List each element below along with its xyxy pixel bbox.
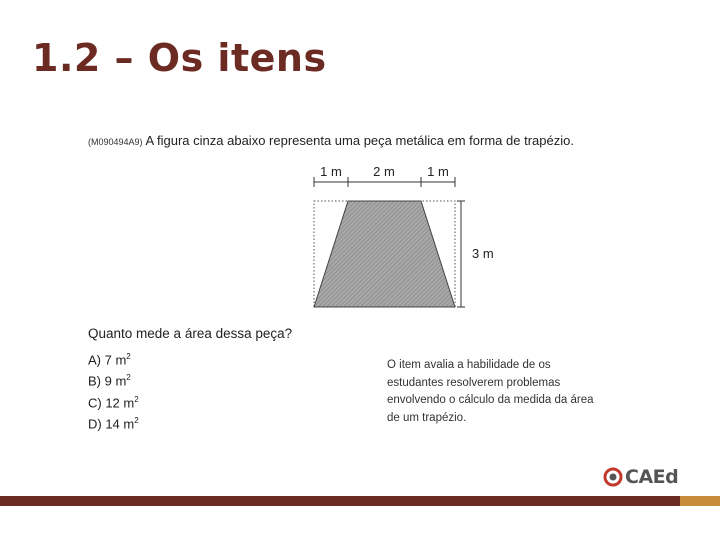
footer-bar: [0, 496, 680, 506]
trapezoid-shape: [314, 201, 455, 307]
top-label-left: 1 m: [320, 164, 342, 179]
height-dimension-line: [457, 201, 465, 307]
option-a[interactable]: A) 7 $m^2$: [88, 352, 131, 368]
logo-text: CAEd: [625, 466, 679, 488]
top-label-right: 1 m: [427, 164, 449, 179]
question-statement: A figura cinza abaixo representa uma peça metálica em forma de trapézio.: [145, 133, 574, 148]
question-code: (M090494A9): [88, 137, 143, 147]
footer-accent-bar: [680, 496, 720, 506]
question-header: [88, 133, 574, 148]
logo-mark-icon: [603, 467, 623, 487]
option-b[interactable]: B) 9 $m^2$: [88, 373, 131, 389]
height-label: 3 m: [472, 246, 494, 261]
answer-options: [88, 348, 139, 433]
top-label-middle: 2 m: [373, 164, 395, 179]
trapezoid-figure: [300, 155, 510, 315]
question-prompt: Quanto mede a área dessa peça?: [88, 326, 293, 341]
option-d[interactable]: D) 14 $m^2$: [88, 415, 139, 432]
slide-title: 1.2 – Os itens: [32, 36, 327, 80]
caed-logo: [603, 462, 695, 492]
option-c[interactable]: C) 12 $m^2$: [88, 394, 139, 410]
item-description-note: O item avalia a habilidade de os estudantes resolverem problemas envolvendo o cálculo da medida da área de um trapézio.: [387, 359, 594, 424]
